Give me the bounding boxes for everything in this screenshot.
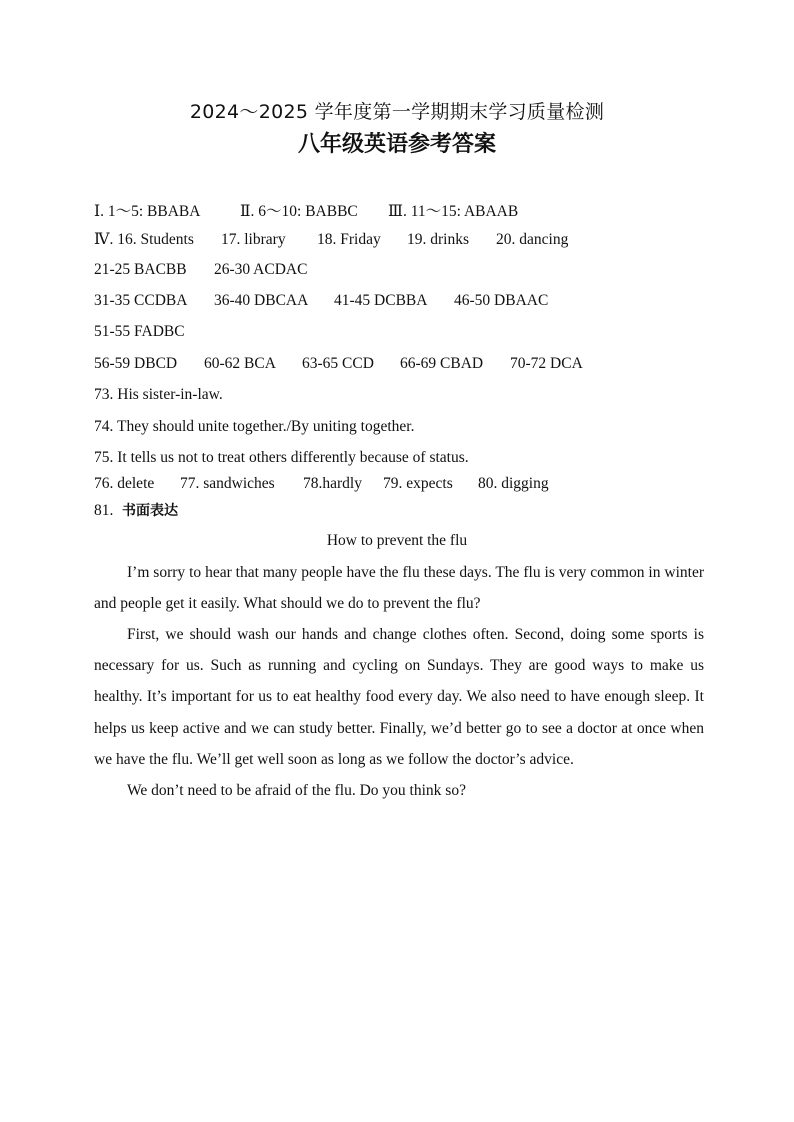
answer-item: 51-55 FADBC: [94, 323, 185, 340]
question-81-label: 书面表达: [122, 503, 178, 519]
answer-item: Ⅳ. 16. Students: [94, 231, 194, 248]
answer-item: 76. delete: [94, 475, 155, 492]
question-81-number: 81.: [94, 502, 114, 519]
answer-item: 60-62 BCA: [204, 355, 276, 372]
exam-title: 2024～2025 学年度第一学期期末学习质量检测: [189, 101, 605, 123]
essay-paragraph: I’m sorry to hear that many people have the flu these days. The flu is very common in winter and people get it easily. What should we do to prevent the flu?: [94, 564, 704, 613]
answer-item: 46-50 DBAAC: [454, 292, 549, 309]
answer-row-2: [94, 230, 568, 249]
answer-73: 73. His sister-in-law.: [94, 386, 223, 403]
answer-item: 70-72 DCA: [510, 355, 583, 372]
answer-item: 31-35 CCDBA: [94, 292, 188, 309]
answer-item: 36-40 DBCAA: [214, 292, 309, 309]
answer-item: 66-69 CBAD: [400, 355, 484, 372]
answer-item: 80. digging: [478, 475, 549, 492]
answer-item: Ⅱ. 6～10: BABBC: [240, 203, 358, 220]
answer-key-title: 八年级英语参考答案: [297, 131, 496, 157]
answer-item: 18. Friday: [317, 231, 381, 248]
answer-row-7: [94, 475, 549, 493]
answer-item: 20. dancing: [496, 231, 569, 248]
answer-item: 63-65 CCD: [302, 355, 374, 372]
answer-item: 21-25 BACBB: [94, 261, 187, 278]
answer-row-3: [94, 261, 307, 279]
answer-item: 56-59 DBCD: [94, 355, 178, 372]
answer-row-6: [94, 355, 583, 373]
answer-item: Ⅰ. 1～5: BBABA: [94, 203, 201, 220]
answer-item: 77. sandwiches: [180, 475, 275, 492]
essay-title: How to prevent the flu: [326, 532, 468, 549]
answer-row-5: [94, 323, 185, 341]
question-81-heading: [94, 500, 178, 520]
answer-75: 75. It tells us not to treat others differently because of status.: [94, 449, 469, 466]
essay-paragraph: We don’t need to be afraid of the flu. Do you think so?: [127, 782, 466, 799]
essay-paragraph: First, we should wash our hands and change clothes often. Second, doing some sports is necessary for us. Such as running and cycling on Sundays. They are good ways to make us healthy. It’s important for us to eat healthy food every day. We also need to have enough sleep. It helps us keep active and we can study better. Finally, we’d better go to see a doctor at once when we have the flu. We’ll get well soon as long as we follow the doctor’s advice.: [94, 626, 704, 768]
answer-row-4: [94, 292, 548, 310]
answer-item: 79. expects: [383, 475, 453, 492]
answer-item: 41-45 DCBBA: [334, 292, 428, 309]
answer-item: 17. library: [221, 231, 286, 248]
answer-row-1: [94, 199, 518, 221]
answer-item: 26-30 ACDAC: [214, 261, 308, 278]
answer-item: 78.hardly: [303, 475, 362, 492]
answer-74: 74. They should unite together./By uniting together.: [94, 418, 415, 435]
answer-item: 19. drinks: [407, 231, 469, 248]
answer-item: Ⅲ. 11～15: ABAAB: [388, 203, 519, 220]
